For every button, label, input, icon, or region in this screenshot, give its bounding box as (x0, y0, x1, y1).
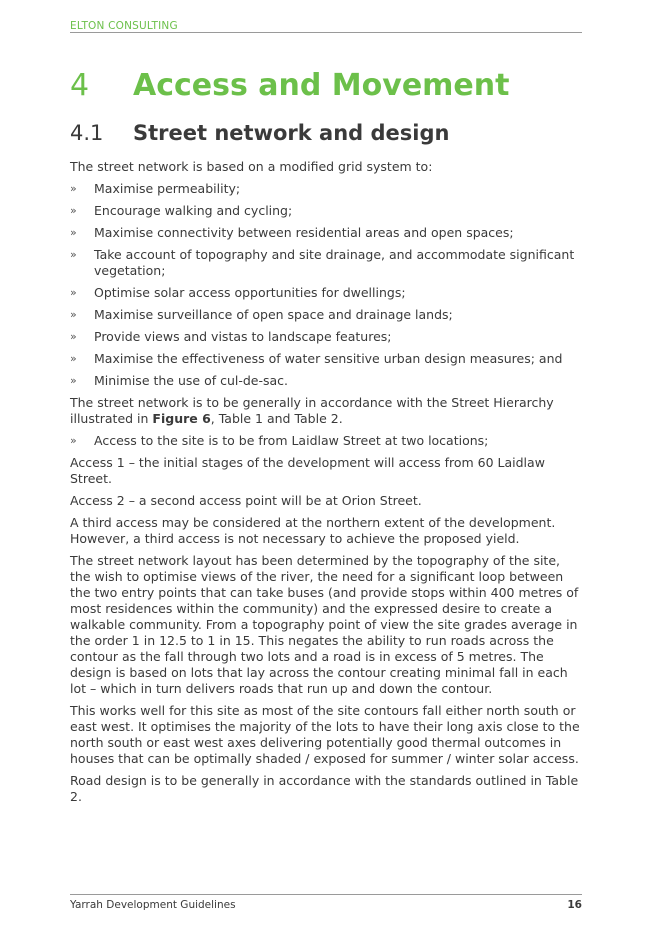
bullet-marker: » (70, 226, 77, 239)
section-title: Access and Movement (133, 68, 510, 103)
bullet-marker: » (70, 352, 77, 365)
list-item: » Optimise solar access opportunities for dwellings; (70, 285, 406, 300)
list-item: » Maximise connectivity between residential areas and open spaces; (70, 225, 514, 240)
bullet-marker: » (70, 434, 77, 447)
subsection-number: 4.1 (70, 121, 104, 145)
access-2-paragraph: Access 2 – a second access point will be at Orion Street. (70, 493, 422, 508)
bullet-marker: » (70, 204, 77, 217)
list-item: » Maximise the effectiveness of water sensitive urban design measures; and (70, 351, 563, 366)
bullet-marker: » (70, 308, 77, 321)
list-item: » Maximise permeability; (70, 181, 241, 196)
section-heading (70, 68, 582, 103)
hierarchy-paragraph: The street network is to be generally in accordance with the Street Hierarchy illustrated in Figure 6, Table 1 and Table 2. (70, 395, 554, 426)
list-item: » Maximise surveillance of open space and drainage lands; (70, 307, 453, 322)
figure-reference: Figure 6 (152, 411, 211, 426)
list-item: » Encourage walking and cycling; (70, 203, 293, 218)
bullet-marker: » (70, 330, 77, 343)
list-item: » Provide views and vistas to landscape features; (70, 329, 392, 344)
access-list (70, 433, 582, 449)
works-paragraph: This works well for this site as most of the site contours fall either north south or east west. It optimises the majority of the lots to have their long axis close to the north south or east west axes delivering potentially good thermal outcomes in houses that can be optimally shaded / exposed for summer / winter solar access. (70, 703, 580, 766)
footer-title: Yarrah Development Guidelines (70, 899, 236, 911)
access-1-paragraph: Access 1 – the initial stages of the development will access from 60 Laidlaw Street. (70, 455, 545, 486)
road-design-paragraph: Road design is to be generally in accordance with the standards outlined in Table 2. (70, 773, 579, 804)
page-body (70, 68, 582, 811)
list-item: » Minimise the use of cul-de-sac. (70, 373, 289, 388)
intro-paragraph: The street network is based on a modified grid system to: (70, 159, 433, 174)
page-number: 16 (567, 899, 582, 911)
bullet-marker: » (70, 286, 77, 299)
header-org: ELTON CONSULTING (70, 20, 178, 32)
third-access-paragraph: A third access may be considered at the northern extent of the development. However, a third access is not necessary to achieve the proposed yield. (70, 515, 556, 546)
bullet-marker: » (70, 374, 77, 387)
section-number: 4 (70, 68, 90, 103)
list-item: » Take account of topography and site drainage, and accommodate significant vegetation; (70, 247, 575, 278)
objectives-list (70, 181, 582, 389)
subsection-heading (70, 121, 582, 145)
page-footer (70, 894, 582, 911)
layout-paragraph: The street network layout has been determined by the topography of the site, the wish to optimise views of the river, the need for a significant loop between the two entry points that can take buses (and provide stops within 400 metres of most residences within the community) and the expressed desire to create a walkable community. From a topography point of view the site grades average in the order 1 in 12.5 to 1 in 15. This negates the ability to run roads across the contour as the fall through two lots and a road is in excess of 5 metres. The design is based on lots that lay across the contour creating minimal fall in each lot – which in turn delivers roads that run up and down the contour. (70, 553, 579, 696)
bullet-marker: » (70, 248, 77, 261)
list-item: » Access to the site is to be from Laidlaw Street at two locations; (70, 433, 489, 448)
subsection-title: Street network and design (133, 121, 450, 145)
page-header (70, 14, 582, 33)
bullet-marker: » (70, 182, 77, 195)
